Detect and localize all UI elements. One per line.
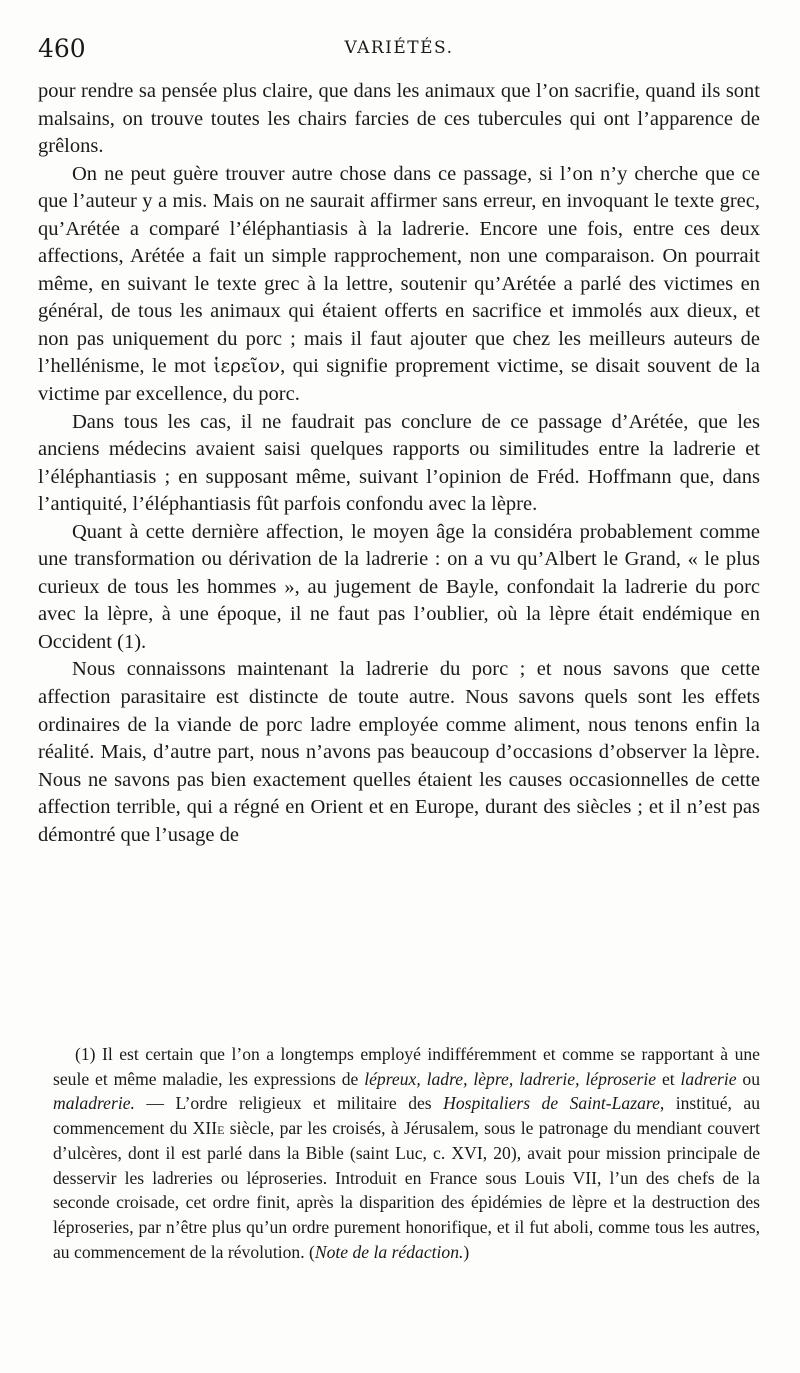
paragraph: Dans tous les cas, il ne faudrait pas conclure de ce passage d’Arétée, que les anciens médecins avaient saisi quelques rapports ou similitudes entre la ladrerie et l’éléphantiasis ; en supposant même, suivant l’opinion de Fréd. Hoffmann que, dans l’antiquité, l’éléphantiasis fût parfois confondu avec la lèpre. [38,410,760,516]
footnote-area [53,1042,760,1264]
chapter-numeral: XVI [451,1142,483,1163]
footnote-text: ou [736,1068,761,1089]
paragraph: Quant à cette dernière affection, le moyen âge la considéra probablement comme une transformation ou dérivation de la ladrerie : on a vu qu’Albert le Grand, « le plus curieux de tous les hommes », au jugement de Bayle, confondait la ladrerie du porc avec la lèpre, à une époque, il ne faut pas l’oublier, où la lèpre était endémique en Occident (1). [38,520,760,653]
footnote-text: et [656,1068,681,1089]
footnote-text: (1) Il est certain que l’on a longtemps employé indifféremment et comme se rapportant à une seule et même maladie, les expressions de [53,1044,760,1089]
footnote-text: ) [463,1241,470,1262]
paragraph [38,161,760,409]
paragraph-text: , qui signifie proprement victime, se disait souvent de la victime par excellence, du porc. [38,355,761,406]
footnote-italic: ladrerie [680,1068,737,1089]
paragraph-text: On ne peut guère trouver autre chose dans ce passage, si l’on n’y cherche que ce que l’auteur y a mis. Mais on ne saurait affirmer sans erreur, en invoquant le texte grec, qu’Arétée a comparé l’éléphantiasis à la ladrerie. Encore une fois, entre ces deux affections, Arétée a fait un simple rapprochement, non une comparaison. On pourrait même, en suivant le texte grec à la lettre, soutenir qu’Arétée a parlé des victimes en général, de tous les animaux qui étaient offerts en sacrifice et immolés aux dieux, et non pas uniquement du porc ; mais il faut ajouter que chez les meilleurs auteurs de l’hellénisme, le mot [38,162,760,378]
footnote-text: — L’ordre religieux et militaire des [134,1093,444,1114]
footnote-italic: maladrerie. [53,1093,135,1114]
page-number: 460 [38,34,86,63]
paragraph: pour rendre sa pensée plus claire, que dans les animaux que l’on sacrifie, quand ils sont malsains, on trouve toutes les chairs farcies de ces tubercules qui ont l’apparence de grêlons. [38,80,760,158]
footnote-italic: Hospitaliers de Saint-Lazare [443,1093,660,1114]
footnote-text: siècle, par les croisés, à Jérusalem, sous le patronage du mendiant couvert d’ulcères, dont il est parlé dans la Bible (saint Luc, c. [53,1118,760,1163]
main-text [38,78,760,849]
footnote [53,1042,760,1264]
footnote-italic: Note de la rédaction. [314,1241,464,1262]
running-head [38,34,760,64]
paragraph: Nous connaissons maintenant la ladrerie du porc ; et nous savons que cette affection parasitaire est distincte de toute autre. Nous savons quels sont les effets ordinaires de la viande de porc ladre employée comme aliment, nous tenons enfin la réalité. Mais, d’autre part, nous n’avons pas beaucoup d’occasions d’observer la lèpre. Nous ne savons pas bien exactement quelles étaient les causes occasionnelles de cette affection terrible, qui a régné en Orient et en Europe, durant des siècles ; et il n’est pas démontré que l’usage de [38,658,760,846]
century-numeral: XIIe [192,1118,225,1139]
greek-word: ἱερεῖον [213,356,281,378]
footnote-text: , 20), avait pour mission principale de desservir les ladreries ou léproseries. Introduit en France sous Louis VII, l’un des chefs de la seconde croisade, cet ordre finit, après la disparition des épidémies de lèpre et la destruction des léproseries, par n’être plus qu’un ordre purement honorifique, et il fut aboli, comme tous les autres, au commencement de la révolution. ( [53,1142,761,1262]
running-title: VARIÉTÉS. [344,38,454,58]
footnote-italic: lépreux, ladre, lèpre, ladrerie, léproserie [364,1068,657,1089]
footnote-text: , institué, au commencement du [53,1093,760,1139]
